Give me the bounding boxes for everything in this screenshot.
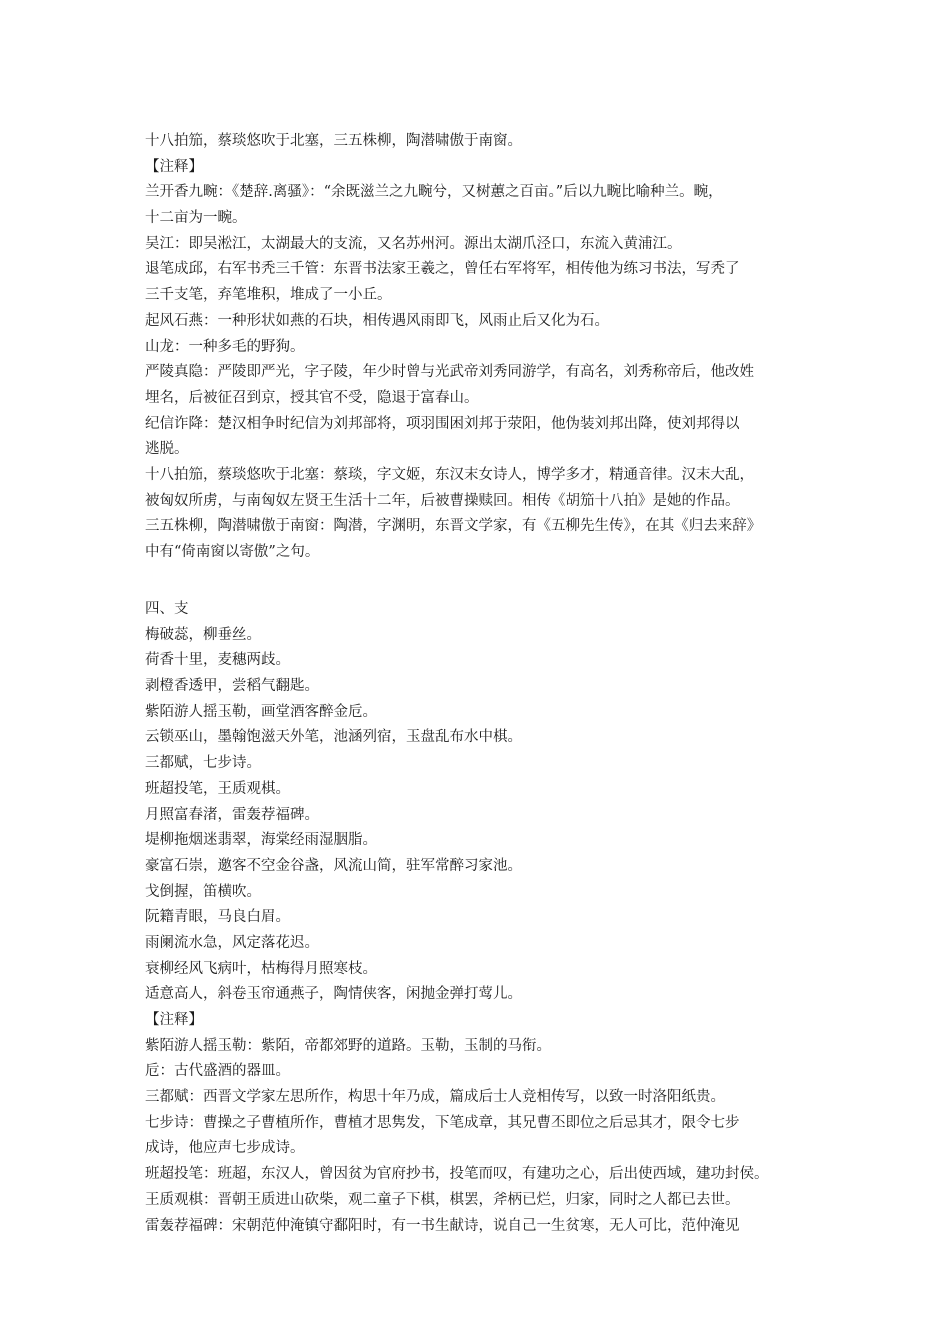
text-section-annotations — [145, 129, 825, 566]
text-line: 被匈奴所虏，与南匈奴左贤王生活十二年，后被曹操赎回。相传《胡笳十八拍》是她的作品。 — [145, 492, 740, 509]
text-line: 十二亩为一畹。 — [145, 210, 247, 227]
text-line: 班超投笔，王质观棋。 — [145, 780, 290, 797]
text-line: 豪富石崇，邀客不空金谷盏，风流山简，驻军常醉习家池。 — [145, 857, 522, 874]
text-line: 王质观棋：晋朝王质进山砍柴，观二童子下棋，棋罢，斧柄已烂，归家，同时之人都已去世。 — [145, 1191, 740, 1208]
text-line: 戈倒握，笛横吹。 — [145, 883, 261, 900]
text-line: 班超投笔：班超，东汉人，曾因贫为官府抄书，投笔而叹，有建功之心，后出使西域，建功封侯。 — [145, 1166, 769, 1183]
text-line: 兰开香九畹：《楚辞.离骚》：“余既滋兰之九畹兮，又树蕙之百亩。”后以九畹比喻种兰。畹， — [145, 184, 723, 201]
text-section-si-zhi — [145, 597, 825, 1239]
text-line: 三五株柳，陶潜啸傲于南窗：陶潜，字渊明，东晋文学家，有《五柳先生传》，在其《归去来辞》 — [145, 518, 762, 535]
text-line: 四、支 — [145, 601, 189, 617]
text-line: 梅破蕊，柳垂丝。 — [145, 626, 261, 643]
text-line: 逃脱。 — [145, 441, 189, 458]
text-line: 三千支笔，弃笔堆积，堆成了一小丘。 — [145, 287, 392, 304]
text-line: 适意高人，斜卷玉帘通燕子，陶情侠客，闲抛金弹打莺儿。 — [145, 986, 522, 1003]
text-line: 【注释】 — [145, 1012, 203, 1028]
text-line: 剥橙香透甲，尝稻气翻匙。 — [145, 678, 319, 695]
text-line: 中有“倚南窗以寄傲”之句。 — [145, 544, 320, 560]
text-line: 阮籍青眼，马良白眉。 — [145, 909, 290, 926]
text-line: 云锁巫山，墨翰饱滋天外笔，池涵列宿，玉盘乱布水中棋。 — [145, 729, 522, 746]
text-line: 埋名，后被征召到京，授其官不受，隐退于富春山。 — [145, 389, 479, 406]
text-line: 十八拍笳，蔡琰悠吹于北塞，三五株柳，陶潜啸傲于南窗。 — [145, 133, 522, 149]
text-line: 吴江：即吴淞江，太湖最大的支流，又名苏州河。源出太湖爪泾口，东流入黄浦江。 — [145, 235, 682, 252]
text-line: 三都赋，七步诗。 — [145, 755, 261, 772]
text-line: 紫陌游人摇玉勒：紫陌，帝都郊野的道路。玉勒，玉制的马衔。 — [145, 1037, 551, 1054]
text-line: 山龙：一种多毛的野狗。 — [145, 338, 305, 355]
text-line: 三都赋：西晋文学家左思所作，构思十年乃成，篇成后士人竞相传写，以致一时洛阳纸贵。 — [145, 1089, 725, 1106]
text-line: 衰柳经风飞病叶，枯梅得月照寒枝。 — [145, 960, 377, 977]
text-line: 严陵真隐：严陵即严光，字子陵，年少时曾与光武帝刘秀同游学，有高名，刘秀称帝后，他改姓 — [145, 364, 754, 381]
text-line: 起风石燕：一种形状如燕的石块，相传遇风雨即飞，风雨止后又化为石。 — [145, 312, 609, 329]
text-line: 卮：古代盛酒的器皿。 — [145, 1063, 290, 1080]
text-line: 七步诗：曹操之子曹植所作，曹植才思隽发，下笔成章，其兄曹丕即位之后忌其才，限令七步 — [145, 1114, 740, 1131]
text-line: 雷轰荐福碑：宋朝范仲淹镇守鄱阳时，有一书生献诗，说自己一生贫寒，无人可比，范仲淹见 — [145, 1217, 740, 1234]
text-line: 成诗，他应声七步成诗。 — [145, 1140, 305, 1157]
text-line: 十八拍笳，蔡琰悠吹于北塞：蔡琰，字文姬，东汉末女诗人，博学多才，精通音律。汉末大乱， — [145, 466, 754, 483]
text-line: 雨阑流水急，风定落花迟。 — [145, 934, 319, 951]
text-line: 退笔成邱，右军书秃三千管：东晋书法家王羲之，曾任右军将军，相传他为练习书法，写秃了 — [145, 261, 740, 278]
text-line: 【注释】 — [145, 158, 203, 175]
text-line: 堤柳拖烟迷翡翠，海棠经雨湿胭脂。 — [145, 832, 377, 849]
text-line: 荷香十里，麦穗两歧。 — [145, 652, 290, 669]
text-line: 月照富春渚，雷轰荐福碑。 — [145, 806, 319, 823]
text-line: 纪信诈降：楚汉相争时纪信为刘邦部将，项羽围困刘邦于荥阳，他伪装刘邦出降，使刘邦得以 — [145, 415, 740, 432]
text-line: 紫陌游人摇玉勒，画堂酒客醉金卮。 — [145, 703, 377, 720]
